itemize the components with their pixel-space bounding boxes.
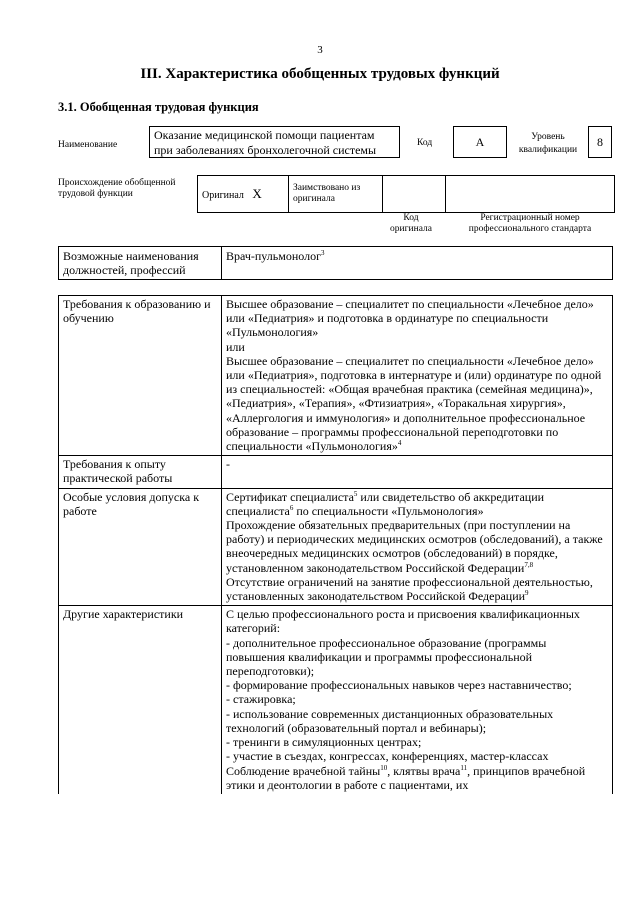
experience-value: - bbox=[222, 456, 613, 488]
requirements-table bbox=[58, 295, 613, 794]
origin-table bbox=[197, 175, 615, 213]
admission-label: Особые условия допуска к работе bbox=[59, 488, 222, 606]
section-title: III. Характеристика обобщенных трудовых функций bbox=[140, 66, 500, 82]
list-item: - формирование профессиональных навыков через наставничество; bbox=[226, 678, 572, 693]
list-item: - дополнительное профессиональное образование (программы повышения квалификации и программы профессиональной переподготовки); bbox=[226, 635, 547, 679]
subsection-title: 3.1. Обобщенная трудовая функция bbox=[58, 100, 259, 114]
list-item: - использование современных дистанционных образовательных технологий (образовательный портал и вебинары); bbox=[226, 706, 554, 735]
other-value: С целью профессионального роста и присвоения квалификационных категорий: - дополнительное профессиональное образование (программы повышения квалификации и программы профессиональной переподготовки); - формирование профессиональных навыков через наставничество; - стажировка; - использование современных дистанционных образовательных технологий (образовательный портал и вебинары); - тренинги в симуляционных центрах; - участие в съездах, конгрессах, конференциях, мастер-классах Соблюдение врачебной тайны$^{10}$, клятвы врача$^{11}$, принципов врачебной этики и деонтологии в работе с пациентами, их bbox=[222, 606, 613, 794]
other-label: Другие характеристики bbox=[59, 606, 222, 794]
name-value: Оказание медицинской помощи пациентам при заболеваниях бронхолегочной системы bbox=[149, 126, 400, 158]
page-number: 3 bbox=[317, 44, 323, 56]
education-label: Требования к образованию и обучению bbox=[59, 296, 222, 456]
code-label: Код bbox=[417, 138, 433, 148]
level-value: 8 bbox=[588, 126, 612, 158]
list-item: - участие в съездах, конгрессах, конференциях, мастер-классах bbox=[226, 749, 549, 764]
positions-table bbox=[58, 246, 613, 280]
reg-number-cell bbox=[446, 176, 615, 213]
education-value: Высшее образование – специалитет по специальности «Лечебное дело» или «Педиатрия» и подготовка в ординатуре по специальности «Пульмонология» или Высшее образование – специалитет по специальности «Лечебное дело» или «Педиатрия», подготовка в интернатуре и (или) ординатуре по одной из специальностей: «Общая врачебная практика (семейная медицина)», «Педиатрия», «Терапия», «Фтизиатрия», «Торакальная хирургия», «Аллергология и иммунология» и дополнительное профессиональное образование – программы профессиональной переподготовки по специальности «Пульмонология»$^4$ bbox=[222, 296, 613, 456]
list-item: - тренинги в симуляционных центрах; bbox=[226, 735, 422, 750]
level-label: Уровень квалификации bbox=[518, 132, 578, 155]
borrowed-label: Заимствовано из оригинала bbox=[289, 176, 383, 213]
list-item: - стажировка; bbox=[226, 692, 296, 707]
name-label: Наименование bbox=[58, 140, 118, 150]
original-label: Оригинал bbox=[202, 190, 244, 201]
positions-value: Врач-пульмонолог$^3$ bbox=[222, 247, 613, 280]
code-original-cell bbox=[383, 176, 446, 213]
code-value: А bbox=[453, 126, 507, 158]
experience-label: Требования к опыту практической работы bbox=[59, 456, 222, 488]
reg-number-caption: Регистрационный номер профессионального стандарта bbox=[468, 213, 592, 234]
admission-value: Сертификат специалиста$^5$ или свидетельство об аккредитации специалиста$^6$ по специальности «Пульмонология» Прохождение обязательных предварительных (при поступлении на работу) и периодических медицинских осмотров (обследований), а также внеочередных медицинских осмотров (обследований) в порядке, установленном законодательством Российской Федерации$^{7,8}$ Отсутствие ограничений на занятие профессиональной деятельностью, установленных законодательством Российской Федерации$^9$ bbox=[222, 488, 613, 606]
positions-label: Возможные наименования должностей, профессий bbox=[59, 247, 222, 280]
origin-original-cell bbox=[198, 176, 289, 213]
origin-label: Происхождение обобщенной трудовой функции bbox=[58, 178, 176, 199]
code-original-caption: Код оригинала bbox=[390, 213, 432, 234]
original-mark: X bbox=[252, 186, 262, 201]
